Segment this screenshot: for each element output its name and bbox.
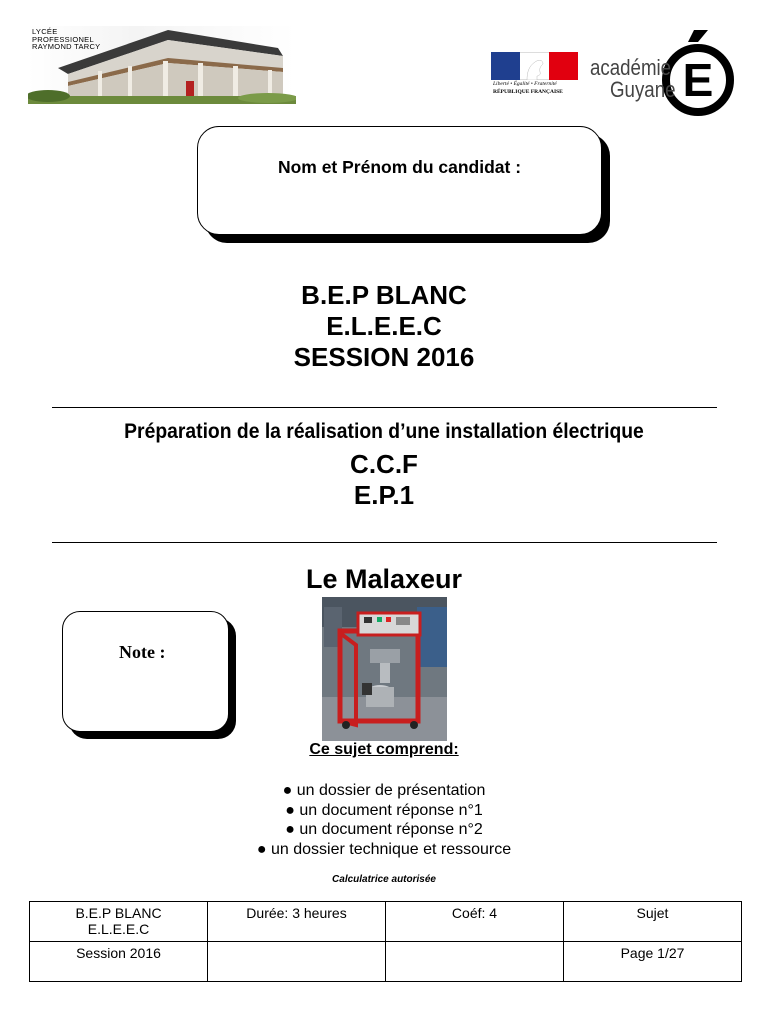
footer-duration: Durée: 3 heures [208,902,386,942]
table-cell [208,942,386,982]
candidate-name-label: Nom et Prénom du candidat : [277,157,522,177]
footer-page-number: Page 1/27 [564,942,742,982]
marianne-motto: Liberté • Égalité • Fraternité [493,81,557,87]
contents-heading: Ce sujet comprend: [309,741,459,758]
list-item: ● un dossier de présentation [282,782,486,799]
note-box[interactable] [62,611,229,732]
footer-coefficient: Coéf: 4 [386,902,564,942]
mixer-photo [322,597,447,741]
candidate-name-box[interactable] [197,126,602,235]
divider [52,407,717,408]
academie-logo [588,27,738,117]
topic-title: Le Malaxeur [305,564,463,594]
marianne-profile-icon [521,54,547,80]
footer-document-type: Sujet [564,902,742,942]
list-item: ● un document réponse n°1 [285,801,483,819]
exam-codes [0,449,768,511]
footer-exam-line1: B.E.P BLANC [75,905,162,921]
school-logo-text [32,28,101,51]
table-row [30,942,742,982]
exam-title [0,280,768,373]
title-line3: SESSION 2016 [293,342,475,372]
table-cell [386,942,564,982]
list-item: ● un dossier technique et ressource [256,840,512,858]
svg-text:E: E [682,54,714,106]
academie-line1: académie [590,55,672,80]
footer-session: Session 2016 [30,942,208,982]
title-line2: E.L.E.E.C [326,311,442,341]
ep-label: E.P.1 [353,480,415,510]
table-row [30,902,742,942]
school-logo-line: LYCÉE [32,27,58,36]
divider [52,542,717,543]
list-item: ● un document réponse n°2 [285,821,483,838]
table-cell [30,902,208,942]
school-logo-line: PROFESSIONEL [32,34,94,44]
title-line1: B.E.P BLANC [301,280,467,310]
marianne-republic: RÉPUBLIQUE FRANÇAISE [493,89,563,95]
school-logo-line: RAYMOND TARCY [32,42,101,51]
calculator-note: Calculatrice autorisée [332,874,436,885]
footer-table [29,901,742,982]
ccf-label: C.C.F [350,449,418,479]
footer-exam-line2: E.L.E.E.C [87,921,150,937]
contents-list [0,781,768,859]
school-logo [28,26,296,104]
academie-line2: Guyane [610,77,676,102]
preparation-subtitle: Préparation de la réalisation d’une installation électrique [124,420,644,443]
marianne-logo [491,52,578,98]
note-label: Note : [119,642,166,662]
